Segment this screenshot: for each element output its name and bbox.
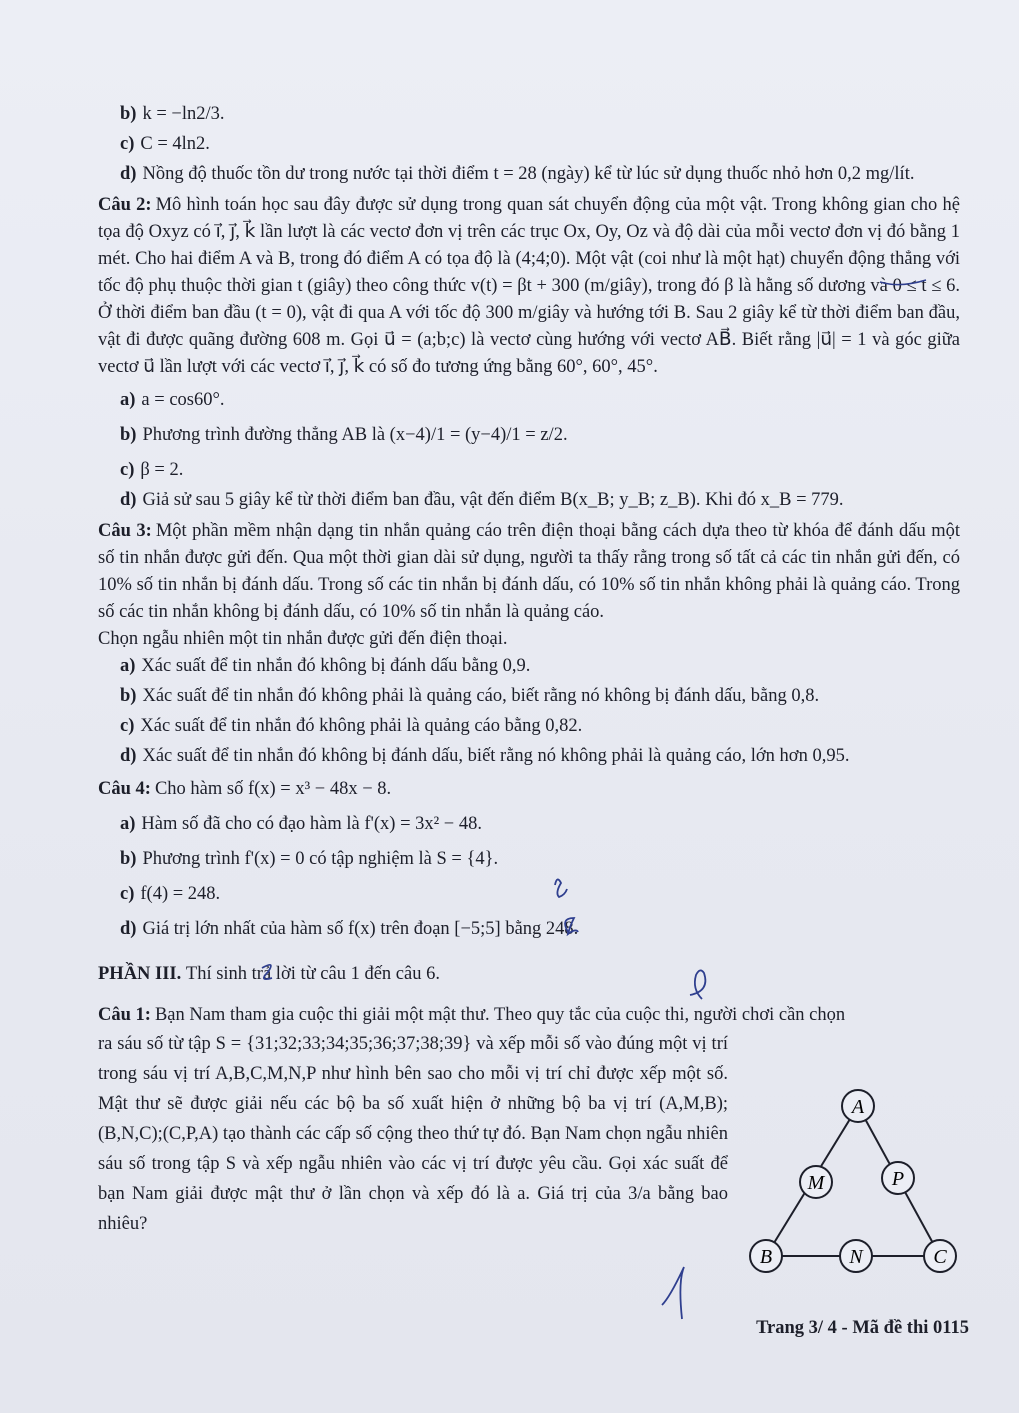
q2-option-a — [98, 387, 960, 414]
option-text: f(4) = 248. — [140, 884, 221, 904]
option-b-top — [98, 101, 960, 128]
node-a — [842, 1090, 874, 1122]
option-label: a) — [120, 390, 136, 410]
q4-option-d — [98, 916, 960, 943]
q4-option-b — [98, 846, 960, 873]
q3-option-b — [98, 683, 960, 710]
question-3-prompt: Chọn ngẫu nhiên một tin nhắn được gửi đến điện thoại. — [98, 629, 508, 649]
option-label: c) — [120, 884, 135, 904]
q3-option-d — [98, 743, 960, 770]
node-label-a: A — [851, 1096, 865, 1118]
question-text: Một phần mềm nhận dạng tin nhắn quảng cáo trên điện thoại bằng cách dựa theo từ khóa để đánh dấu một số tin nhắn được gửi đến. Qua một thời gian dài sử dụng, người ta thấy rằng trong số tất cả các tin nhắn gửi đến, có 10% số tin nhắn bị đánh dấu. Trong số các tin nhắn bị đánh dấu, có 10% số tin nhắn không phải là quảng cáo. Trong số các tin nhắn không bị đánh dấu, có 10% số tin nhắn là quảng cáo. — [98, 521, 961, 622]
option-label: d) — [120, 746, 137, 766]
part-3-heading — [98, 961, 960, 988]
q2-option-c — [98, 457, 960, 484]
option-text: Xác suất để tin nhắn đó không phải là quảng cáo, biết rằng nó không bị đánh dấu, bằng 0,8. — [142, 686, 820, 706]
question-text-rest: ra sáu số từ tập S = {31;32;33;34;35;36;37;38;39} và xếp mỗi số vào đúng một vị trí trong sáu vị trí A,B,C,M,N,P như hình bên sao cho mỗi vị trí chỉ được xếp một số. Mật thư sẽ được giải nếu các bộ ba số xuất hiện ở những bộ ba vị trí (A,M,B);(B,N,C);(C,P,A) tạo thành các cấp số cộng theo thứ tự đó. Bạn Nam chọn ngẫu nhiên sáu số trong tập S và xếp ngẫu nhiên vào các vị trí được yêu cầu. Gọi xác suất để bạn Nam giải được mật thư ở lần chọn và xếp đó là a. Giá trị của 3/a bằng bao nhiêu? — [98, 1034, 728, 1234]
q4-option-c — [98, 881, 960, 908]
question-line-1 — [98, 1002, 960, 1029]
option-label: a) — [120, 814, 136, 834]
option-label: b) — [120, 849, 137, 869]
exam-content — [98, 98, 960, 1239]
option-label: b) — [120, 686, 137, 706]
q2-option-d — [98, 487, 960, 514]
option-label: c) — [120, 460, 135, 480]
option-text: Xác suất để tin nhắn đó không bị đánh dấu, biết rằng nó không phải là quảng cáo, lớn hơn 0,95. — [142, 746, 850, 766]
question-label: Câu 2: — [98, 195, 152, 215]
node-c — [924, 1240, 956, 1272]
option-text: Giả sử sau 5 giây kể từ thời điểm ban đầu, vật đến điểm B(x_B; y_B; z_B). Khi đó x_B = 779. — [142, 490, 844, 510]
q3-option-c — [98, 713, 960, 740]
option-text: c) — [120, 134, 135, 154]
option-text: Nồng độ thuốc tồn dư trong nước tại thời điểm t = 28 (ngày) kể từ lúc sử dụng thuốc nhỏ hơn 0,2 mg/lít. — [142, 164, 915, 184]
option-d-top — [98, 161, 960, 188]
option-text: β = 2. — [140, 460, 184, 480]
question-text: Mô hình toán học sau đây được sử dụng trong quan sát chuyển động của một vật. Trong không gian cho hệ tọa độ Oxyz có i⃗, j⃗, k⃗ lần lượt là các vectơ đơn vị trên các trục Ox, Oy, Oz và độ dài của mỗi vectơ đơn vị đó bằng 1 mét. Cho hai điểm A và B, trong đó điểm A có tọa độ là (4;4;0). Một vật (coi như là một hạt) chuyển động thẳng với tốc độ phụ thuộc thời gian t (giây) theo công thức v(t) = βt + 300 (m/giây), trong đó β là hằng số dương và 0 ≤ t ≤ 6. Ở thời điểm ban đầu (t = 0), vật đi qua A với tốc độ 300 m/giây và hướng tới B. Sau 2 giây kể từ thời điểm ban đầu, vật đi được quãng đường 608 m. Gọi u⃗ = (a;b;c) là vectơ cùng hướng với vectơ AB⃗. Biết rằng |u⃗| = 1 và góc giữa vectơ u⃗ lần lượt với các vectơ i⃗, j⃗, k⃗ có số đo tương ứng bằng 60°, 60°, 45°. — [98, 195, 960, 377]
node-p — [882, 1162, 914, 1194]
page-footer: Trang 3/ 4 - Mã đề thi 0115 — [756, 1318, 969, 1338]
q3-option-a — [98, 653, 960, 680]
question-label: Câu 3: — [98, 521, 152, 541]
node-label-n: N — [849, 1246, 863, 1268]
node-m — [800, 1166, 832, 1198]
node-label-c: C — [933, 1246, 947, 1268]
question-label: Câu 1: — [98, 1005, 151, 1025]
option-text: C = 4ln2. — [140, 134, 210, 154]
node-b — [750, 1240, 782, 1272]
option-text: Xác suất để tin nhắn đó không phải là quảng cáo bằng 0,82. — [140, 716, 583, 736]
question-2 — [98, 192, 960, 381]
option-c-top — [98, 131, 960, 158]
option-text: Xác suất để tin nhắn đó không bị đánh dấu bằng 0,9. — [141, 656, 531, 676]
option-text: Giá trị lớn nhất của hàm số f(x) trên đoạn [−5;5] bằng 248. — [142, 919, 579, 939]
option-label: b) — [120, 425, 137, 445]
question-text: Cho hàm số f(x) = x³ − 48x − 8. — [154, 779, 392, 799]
question-label: Câu 4: — [98, 779, 151, 799]
part-title: PHẦN III. — [98, 964, 182, 984]
question-3 — [98, 518, 960, 626]
node-label-m: M — [807, 1172, 825, 1194]
option-text: Phương trình đường thẳng AB là (x−4)/1 = (y−4)/1 = z/2. — [142, 425, 568, 445]
option-text: b) — [120, 104, 137, 124]
q2-option-b — [98, 422, 960, 449]
option-label: d) — [120, 490, 137, 510]
option-text: k = −ln2/3. — [142, 104, 225, 124]
option-text: Phương trình f'(x) = 0 có tập nghiệm là S = {4}. — [142, 849, 499, 869]
question-text: Bạn Nam tham gia cuộc thi giải một mật thư. Theo quy tắc của cuộc thi, người chơi cần chọn — [154, 1005, 846, 1025]
q4-option-a — [98, 811, 960, 838]
part-subtitle: Thí sinh trả lời từ câu 1 đến câu 6. — [185, 964, 440, 984]
option-text: Hàm số đã cho có đạo hàm là f'(x) = 3x² − 48. — [141, 814, 482, 834]
node-n — [840, 1240, 872, 1272]
question-4 — [98, 776, 960, 803]
node-label-p: P — [891, 1168, 905, 1190]
triangle-diagram — [742, 1088, 972, 1288]
node-label-b: B — [759, 1246, 773, 1268]
option-text: d) — [120, 164, 137, 184]
option-label: c) — [120, 716, 135, 736]
option-text: a = cos60°. — [141, 390, 225, 410]
option-label: d) — [120, 919, 137, 939]
option-label: a) — [120, 656, 136, 676]
